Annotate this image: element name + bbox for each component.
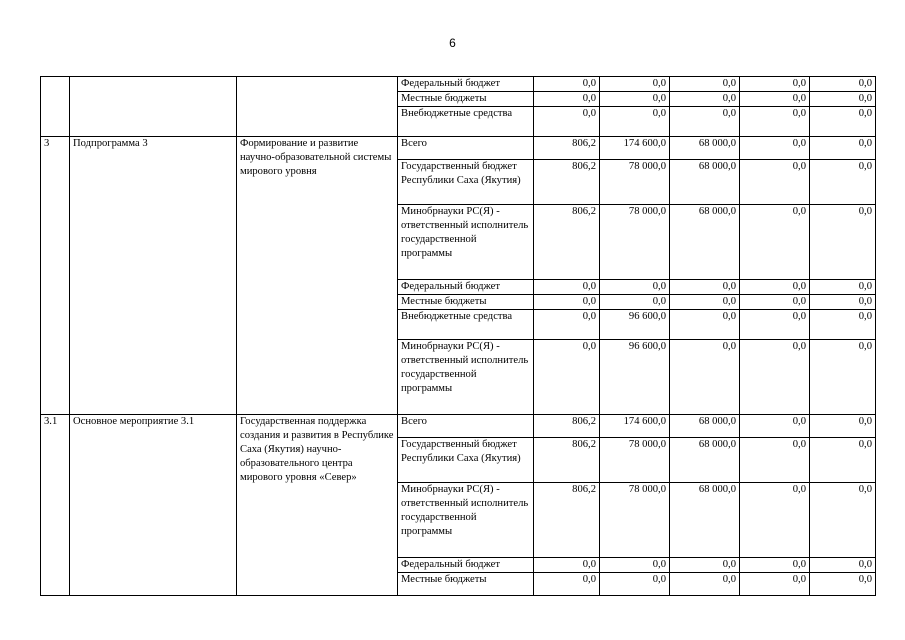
amount-cell: 806,2 xyxy=(534,137,600,160)
amount-cell: 68 000,0 xyxy=(670,205,740,280)
amount-cell: 0,0 xyxy=(810,295,876,310)
page-number: 6 xyxy=(449,36,456,50)
amount-cell: 78 000,0 xyxy=(600,205,670,280)
funding-source: Государственный бюджет Республики Саха (Якутия) xyxy=(398,160,534,205)
amount-cell: 78 000,0 xyxy=(600,160,670,205)
amount-cell: 0,0 xyxy=(740,160,810,205)
amount-cell: 0,0 xyxy=(534,558,600,573)
amount-cell: 68 000,0 xyxy=(670,137,740,160)
amount-cell: 0,0 xyxy=(810,558,876,573)
measure-description xyxy=(237,77,398,137)
amount-cell: 0,0 xyxy=(740,77,810,92)
funding-source: Внебюджетные средства xyxy=(398,107,534,137)
table-row xyxy=(41,415,876,438)
amount-cell: 0,0 xyxy=(740,295,810,310)
amount-cell: 68 000,0 xyxy=(670,415,740,438)
row-number: 3.1 xyxy=(41,415,70,596)
amount-cell: 68 000,0 xyxy=(670,483,740,558)
amount-cell: 96 600,0 xyxy=(600,310,670,340)
funding-source: Федеральный бюджет xyxy=(398,558,534,573)
amount-cell: 0,0 xyxy=(810,137,876,160)
table-row xyxy=(41,77,876,92)
amount-cell: 0,0 xyxy=(534,340,600,415)
amount-cell: 0,0 xyxy=(740,483,810,558)
amount-cell: 0,0 xyxy=(534,280,600,295)
amount-cell: 0,0 xyxy=(600,280,670,295)
amount-cell: 0,0 xyxy=(810,280,876,295)
amount-cell: 0,0 xyxy=(810,107,876,137)
amount-cell: 0,0 xyxy=(600,77,670,92)
amount-cell: 0,0 xyxy=(534,295,600,310)
measure-name xyxy=(70,77,237,137)
amount-cell: 78 000,0 xyxy=(600,438,670,483)
budget-table xyxy=(40,76,876,596)
amount-cell: 0,0 xyxy=(810,483,876,558)
funding-source: Местные бюджеты xyxy=(398,295,534,310)
amount-cell: 0,0 xyxy=(670,77,740,92)
amount-cell: 0,0 xyxy=(740,137,810,160)
amount-cell: 68 000,0 xyxy=(670,160,740,205)
amount-cell: 96 600,0 xyxy=(600,340,670,415)
amount-cell: 0,0 xyxy=(670,310,740,340)
amount-cell: 0,0 xyxy=(670,295,740,310)
amount-cell: 0,0 xyxy=(740,573,810,596)
amount-cell: 806,2 xyxy=(534,483,600,558)
amount-cell: 0,0 xyxy=(670,558,740,573)
amount-cell: 0,0 xyxy=(670,107,740,137)
amount-cell: 0,0 xyxy=(600,107,670,137)
funding-source: Минобрнауки РС(Я) - ответственный исполнитель государственной программы xyxy=(398,340,534,415)
amount-cell: 0,0 xyxy=(810,77,876,92)
funding-source: Местные бюджеты xyxy=(398,92,534,107)
amount-cell: 0,0 xyxy=(740,558,810,573)
funding-source: Федеральный бюджет xyxy=(398,280,534,295)
amount-cell: 0,0 xyxy=(600,573,670,596)
funding-source: Всего xyxy=(398,137,534,160)
row-number xyxy=(41,77,70,137)
amount-cell: 0,0 xyxy=(810,160,876,205)
amount-cell: 0,0 xyxy=(810,310,876,340)
amount-cell: 0,0 xyxy=(534,310,600,340)
amount-cell: 0,0 xyxy=(810,340,876,415)
amount-cell: 0,0 xyxy=(600,92,670,107)
amount-cell: 806,2 xyxy=(534,205,600,280)
amount-cell: 68 000,0 xyxy=(670,438,740,483)
amount-cell: 78 000,0 xyxy=(600,483,670,558)
measure-description: Государственная поддержка создания и развития в Республике Саха (Якутия) научно-образовательного центра мирового уровня «Север» xyxy=(237,415,398,596)
amount-cell: 0,0 xyxy=(670,573,740,596)
amount-cell: 0,0 xyxy=(600,295,670,310)
amount-cell: 0,0 xyxy=(740,92,810,107)
amount-cell: 806,2 xyxy=(534,415,600,438)
amount-cell: 0,0 xyxy=(600,558,670,573)
amount-cell: 0,0 xyxy=(740,340,810,415)
amount-cell: 0,0 xyxy=(740,415,810,438)
measure-description: Формирование и развитие научно-образовательной системы мирового уровня xyxy=(237,137,398,415)
amount-cell: 0,0 xyxy=(810,438,876,483)
amount-cell: 0,0 xyxy=(670,340,740,415)
amount-cell: 174 600,0 xyxy=(600,137,670,160)
amount-cell: 0,0 xyxy=(810,205,876,280)
amount-cell: 0,0 xyxy=(740,438,810,483)
amount-cell: 0,0 xyxy=(534,77,600,92)
amount-cell: 0,0 xyxy=(534,107,600,137)
measure-name: Подпрограмма 3 xyxy=(70,137,237,415)
amount-cell: 0,0 xyxy=(810,573,876,596)
amount-cell: 0,0 xyxy=(670,280,740,295)
row-number: 3 xyxy=(41,137,70,415)
amount-cell: 806,2 xyxy=(534,160,600,205)
amount-cell: 0,0 xyxy=(534,573,600,596)
amount-cell: 0,0 xyxy=(740,205,810,280)
amount-cell: 0,0 xyxy=(810,415,876,438)
table-row xyxy=(41,137,876,160)
funding-source: Государственный бюджет Республики Саха (Якутия) xyxy=(398,438,534,483)
amount-cell: 0,0 xyxy=(740,280,810,295)
funding-source: Всего xyxy=(398,415,534,438)
amount-cell: 174 600,0 xyxy=(600,415,670,438)
amount-cell: 0,0 xyxy=(740,310,810,340)
amount-cell: 0,0 xyxy=(810,92,876,107)
funding-source: Федеральный бюджет xyxy=(398,77,534,92)
funding-source: Внебюджетные средства xyxy=(398,310,534,340)
amount-cell: 0,0 xyxy=(740,107,810,137)
funding-source: Минобрнауки РС(Я) - ответственный исполнитель государственной программы xyxy=(398,483,534,558)
funding-source: Местные бюджеты xyxy=(398,573,534,596)
amount-cell: 0,0 xyxy=(670,92,740,107)
amount-cell: 0,0 xyxy=(534,92,600,107)
measure-name: Основное мероприятие 3.1 xyxy=(70,415,237,596)
funding-source: Минобрнауки РС(Я) - ответственный исполнитель государственной программы xyxy=(398,205,534,280)
amount-cell: 806,2 xyxy=(534,438,600,483)
